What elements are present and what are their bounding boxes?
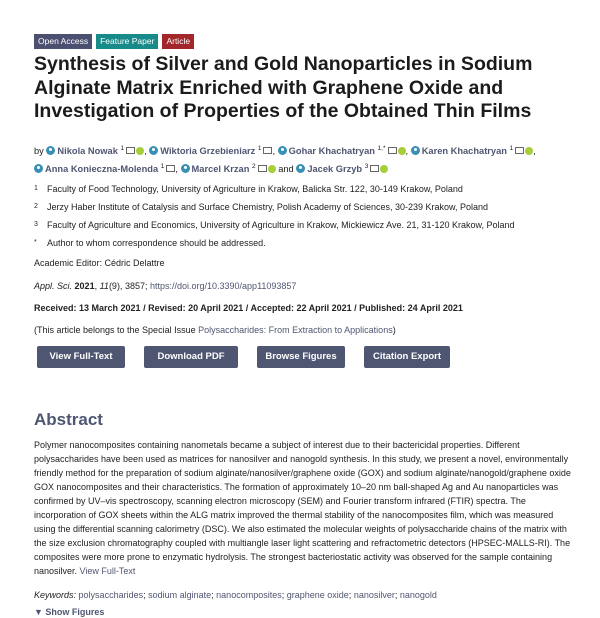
show-figures-toggle[interactable]: ▼ Show Figures <box>34 607 105 617</box>
special-issue-suffix: ) <box>392 325 396 335</box>
author-affiliation-sup: 1 <box>120 145 125 152</box>
citation-year: 2021 <box>74 281 95 291</box>
envelope-icon[interactable] <box>166 165 175 172</box>
envelope-icon[interactable] <box>388 147 397 154</box>
citation-line: Appl. Sci. 2021, 11(9), 3857; https://doi.org/10.3390/app11093857 <box>34 281 297 291</box>
feature-paper-badge[interactable]: Feature Paper <box>96 34 158 49</box>
author-list <box>34 141 584 177</box>
author-name[interactable]: Anna Konieczna-Molenda <box>45 164 159 175</box>
author-affiliation-sup: 1 <box>509 145 514 152</box>
action-buttons <box>37 346 450 368</box>
profile-icon <box>34 164 43 173</box>
citation-export-button[interactable]: Citation Export <box>364 346 450 368</box>
affiliation-number: * <box>34 239 37 246</box>
article-title: Synthesis of Silver and Gold Nanoparticles in Sodium Alginate Matrix Enriched with Graphene Oxide and Investigation of Properties of the Obtained Thin Films <box>34 53 533 122</box>
author-affiliation-sup: 3 <box>364 163 369 171</box>
orcid-icon[interactable] <box>136 147 144 155</box>
keywords-line: Keywords: polysaccharides; sodium alginate; nanocomposites; graphene oxide; nanosilver; nanogold <box>34 590 437 600</box>
affiliation-item <box>34 198 584 216</box>
affiliation-text: Jerzy Haber Institute of Catalysis and Surface Chemistry, Polish Academy of Sciences, 30-239 Krakow, Poland <box>47 202 489 212</box>
keyword-link[interactable]: nanogold <box>399 590 437 600</box>
affiliation-text: Faculty of Agriculture and Economics, University of Agriculture in Krakow, Mickiewicz Ave. 21, 31-120 Krakow, Poland <box>47 220 515 230</box>
author-affiliation-sup: 2 <box>252 163 256 171</box>
orcid-icon[interactable] <box>398 147 406 155</box>
publication-dates: Received: 13 March 2021 / Revised: 20 April 2021 / Accepted: 22 April 2021 / Published: 24 April 2021 <box>34 303 463 313</box>
author-item[interactable] <box>181 164 276 174</box>
profile-icon <box>296 164 305 173</box>
affiliation-text: Author to whom correspondence should be addressed. <box>47 238 266 248</box>
author-name[interactable]: Wiktoria Grzebieniarz <box>160 146 256 157</box>
envelope-icon[interactable] <box>263 147 272 154</box>
citation-issue: (9), 3857; <box>108 281 148 291</box>
affiliation-list <box>34 180 584 252</box>
authors-and: and <box>278 164 294 175</box>
author-name[interactable]: Nikola Nowak <box>57 146 118 157</box>
author-item[interactable]: Wiktoria Grzebieniarz $^1$ , <box>149 146 275 156</box>
author-affiliation-sup: 1 <box>160 163 165 171</box>
envelope-icon[interactable] <box>258 165 267 172</box>
affiliation-number: 2 <box>34 203 38 210</box>
abstract-heading: Abstract <box>34 410 103 429</box>
journal-name: Appl. Sci. <box>34 281 73 291</box>
view-full-text-button[interactable]: View Full-Text <box>37 346 125 368</box>
keywords-label: Keywords: <box>34 590 77 600</box>
open-access-badge[interactable]: Open Access <box>34 34 92 49</box>
envelope-icon[interactable] <box>515 147 524 154</box>
abstract-view-full-text-link[interactable]: View Full-Text <box>79 566 136 576</box>
author-item[interactable] <box>296 164 388 174</box>
author-name[interactable]: Gohar Khachatryan <box>288 146 375 157</box>
keyword-link[interactable]: nanosilver <box>353 590 395 600</box>
author-item[interactable]: Nikola Nowak $^1$ , <box>46 146 146 156</box>
affiliation-item <box>34 216 584 234</box>
citation-volume: 11 <box>99 281 109 291</box>
orcid-icon[interactable] <box>525 147 533 155</box>
article-type-badge: Article <box>162 34 194 49</box>
abstract-body <box>34 438 574 578</box>
affiliation-number: 1 <box>34 185 38 192</box>
keyword-link[interactable]: graphene oxide <box>286 590 349 600</box>
affiliation-number: 3 <box>34 221 38 228</box>
affiliation-item <box>34 234 584 252</box>
author-item[interactable]: Anna Konieczna-Molenda $^1$ , <box>34 164 178 174</box>
profile-icon <box>181 164 190 173</box>
profile-icon <box>278 146 287 155</box>
author-affiliation-sup: 1,* <box>377 145 386 152</box>
special-issue-link[interactable]: Polysaccharides: From Extraction to Applications <box>198 325 393 335</box>
keyword-link[interactable]: sodium alginate <box>148 590 212 600</box>
badge-group <box>34 34 194 49</box>
profile-icon <box>411 146 420 155</box>
special-issue-note <box>34 325 396 335</box>
keyword-link[interactable]: polysaccharides <box>78 590 144 600</box>
abstract-text: Polymer nanocomposites containing nanometals became a subject of interest due to their bactericidal properties. Different polysaccharides have been used as matrices for nanosilver and nanogold synthesis. In this study, we present a novel, environmentally friendly method for the preparation of sodium alginate/nanosilver/graphene oxide (GOX) and sodium alginate/nanogold/graphene oxide GOX nanocomposites and their characteristics. The formation of approximately 10–20 nm ball-shaped Ag and Au nanoparticles was confirmed by UV–vis spectroscopy, scanning electron microscopy (SEM) and Fourier transform infrared (FTIR) spectra. The incorporation of GOX sheets within the ALG matrix improved the thermal stability of the nanocomposites film, which was measured using the differential scanning calorimetry (DSC). We also estimated the molecular weights of polysaccharide chains of the matrix with the size exclusion chromatography coupled with multiangle laser light scattering and refractometric detectors (HPSEC-MALLS-RI). The composites were more prone to enzymatic hydrolysis. The strongest bacteriostatic activity was observed for the sample containing nanosilver. <box>34 440 571 576</box>
orcid-icon[interactable] <box>268 165 276 173</box>
envelope-icon[interactable] <box>370 165 379 172</box>
orcid-icon[interactable] <box>380 165 388 173</box>
author-item[interactable]: Gohar Khachatryan $^{1,*}$ , <box>278 146 408 156</box>
author-name[interactable]: Jacek Grzyb <box>307 164 363 175</box>
author-affiliation-sup: 1 <box>257 145 262 152</box>
affiliation-text: Faculty of Food Technology, University of Agriculture in Krakow, Balicka Str. 122, 30-149 Krakow, Poland <box>47 184 463 194</box>
profile-icon <box>46 146 55 155</box>
download-pdf-button[interactable]: Download PDF <box>144 346 238 368</box>
author-name[interactable]: Karen Khachatryan <box>421 146 507 157</box>
browse-figures-button[interactable]: Browse Figures <box>257 346 345 368</box>
academic-editor: Academic Editor: Cédric Delattre <box>34 258 165 268</box>
profile-icon <box>149 146 158 155</box>
doi-link[interactable]: https://doi.org/10.3390/app11093857 <box>149 281 297 291</box>
author-item[interactable]: Karen Khachatryan $^1$ , <box>411 146 536 156</box>
envelope-icon[interactable] <box>126 147 135 154</box>
authors-prefix: by <box>34 146 44 157</box>
special-issue-prefix: (This article belongs to the Special Issue <box>34 325 196 335</box>
keyword-link[interactable]: nanocomposites <box>216 590 282 600</box>
affiliation-item <box>34 180 584 198</box>
author-name[interactable]: Marcel Krzan <box>191 164 250 175</box>
